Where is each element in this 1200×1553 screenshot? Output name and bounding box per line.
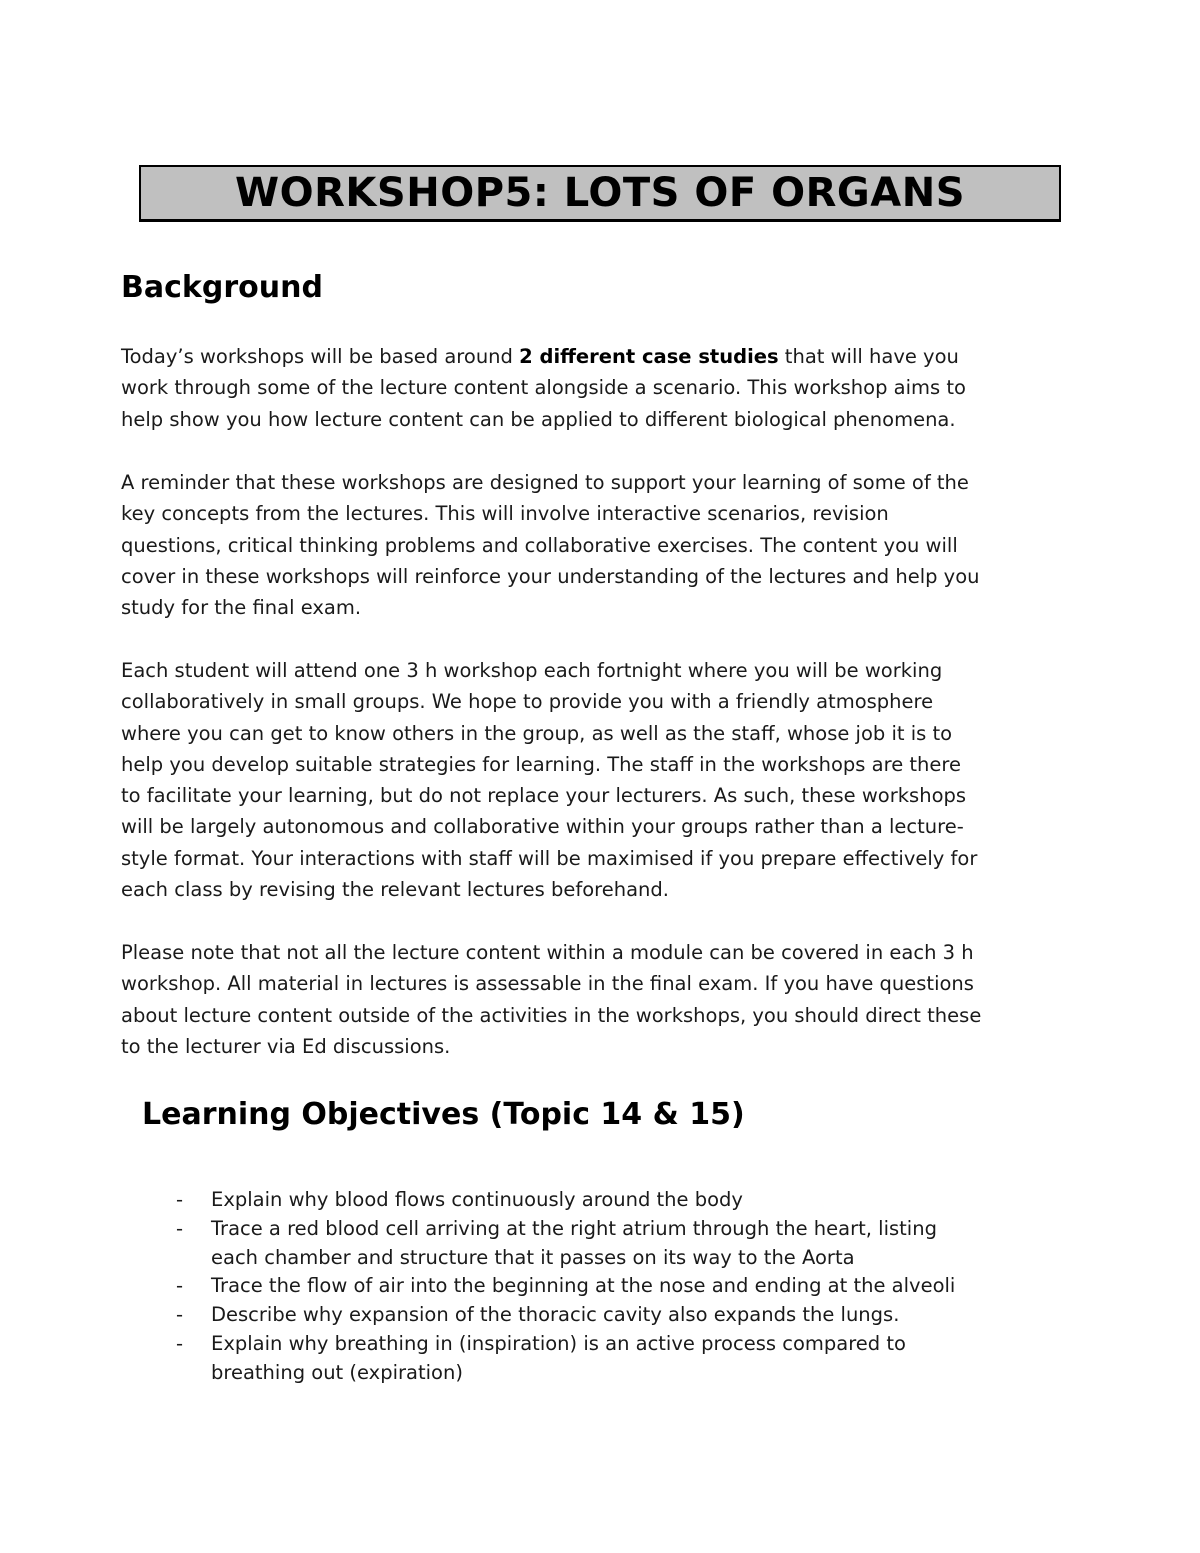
paragraph-line: style format. Your interactions with staff will be maximised if you prepare effectively for	[121, 846, 978, 870]
paragraph-line: A reminder that these workshops are designed to support your learning of some of the	[121, 471, 969, 494]
paragraph-line: to facilitate your learning, but do not replace your lecturers. As such, these workshops	[121, 784, 967, 808]
list-item-text: breathing out (expiration)	[211, 1360, 463, 1384]
paragraph-line: will be largely autonomous and collaborative within your groups rather than a lecture-	[121, 815, 964, 839]
list-item	[176, 1301, 1076, 1330]
paragraph-line: collaboratively in small groups. We hope to provide you with a friendly atmosphere	[121, 690, 934, 714]
text-run: Today’s workshops will be based around	[121, 345, 520, 368]
list-item	[176, 1186, 1076, 1215]
bullet-dash: -	[176, 1303, 184, 1327]
bullet-dash: -	[176, 1216, 184, 1240]
paragraph-line: each class by revising the relevant lectures beforehand.	[121, 878, 669, 902]
paragraph-line: Please note that not all the lecture content within a module can be covered in each 3 h	[121, 941, 974, 964]
paragraph-line: help show you how lecture content can be applied to different biological phenomena.	[121, 407, 956, 431]
bold-text-run: 2 different case studies	[519, 345, 779, 368]
background-paragraph-4	[121, 937, 1081, 1062]
paragraph-line: work through some of the lecture content alongside a scenario. This workshop aims to	[121, 376, 966, 400]
paragraph-line: help you develop suitable strategies for learning. The staff in the workshops are there	[121, 752, 961, 776]
page-title: WORKSHOP5: LOTS OF ORGANS	[235, 170, 965, 216]
paragraph-line: study for the final exam.	[121, 596, 362, 620]
paragraph-line: key concepts from the lectures. This will involve interactive scenarios, revision	[121, 502, 889, 526]
paragraph-line	[121, 341, 1081, 372]
background-heading: Background	[121, 270, 323, 305]
list-item-text: Explain why breathing in (inspiration) is an active process compared to	[211, 1331, 906, 1355]
paragraph-line: to the lecturer via Ed discussions.	[121, 1034, 451, 1058]
learning-objectives-list	[176, 1186, 1076, 1388]
list-item	[176, 1330, 1076, 1388]
title-box	[139, 165, 1061, 222]
learning-objectives-heading: Learning Objectives (Topic 14 & 15)	[142, 1097, 745, 1132]
list-item	[176, 1272, 1076, 1301]
bullet-dash: -	[176, 1188, 184, 1211]
paragraph-line: workshop. All material in lectures is assessable in the final exam. If you have questions	[121, 972, 974, 996]
list-item-text: Trace a red blood cell arriving at the right atrium through the heart, listing	[211, 1216, 937, 1240]
paragraph-line: where you can get to know others in the group, as well as the staff, whose job it is to	[121, 721, 953, 745]
paragraph-line: cover in these workshops will reinforce your understanding of the lectures and help you	[121, 564, 980, 588]
background-paragraph-3	[121, 655, 1081, 905]
paragraph-line: questions, critical thinking problems and collaborative exercises. The content you will	[121, 533, 958, 557]
list-item-text: each chamber and structure that it passes on its way to the Aorta	[211, 1245, 855, 1269]
list-item-text: Explain why blood flows continuously around the body	[211, 1188, 743, 1211]
text-run: that will have you	[778, 345, 959, 368]
background-paragraph-1	[121, 341, 1081, 435]
paragraph-line: Each student will attend one 3 h workshop each fortnight where you will be working	[121, 659, 943, 682]
bullet-dash: -	[176, 1331, 184, 1355]
background-paragraph-2	[121, 467, 1081, 623]
bullet-dash: -	[176, 1274, 184, 1298]
list-item	[176, 1215, 1076, 1273]
list-item-text: Describe why expansion of the thoracic cavity also expands the lungs.	[211, 1303, 900, 1327]
list-item-text: Trace the flow of air into the beginning at the nose and ending at the alveoli	[211, 1274, 956, 1298]
paragraph-line: about lecture content outside of the activities in the workshops, you should direct these	[121, 1003, 982, 1027]
